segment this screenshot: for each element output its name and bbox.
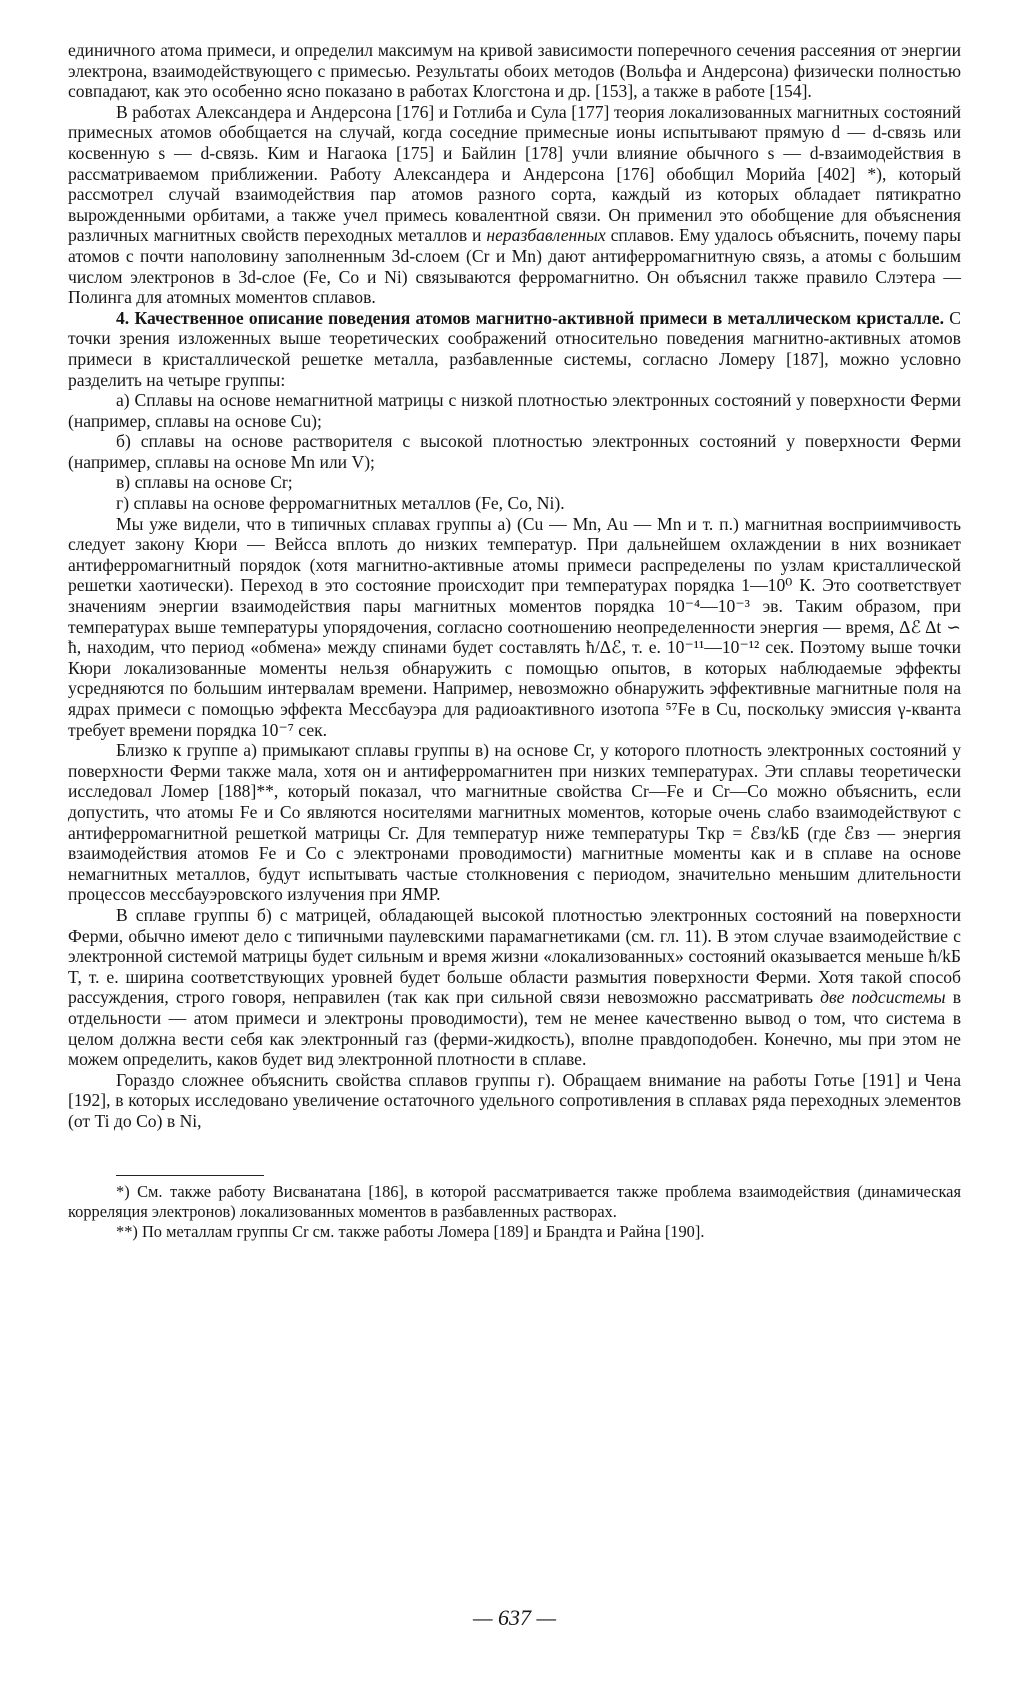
paragraph-2-text: В работах Александера и Андерсона [176] и Готлиба и Сула [177] теория локализованных магнитных состояний примесных атомов обобщается на случай, когда соседние примесные ионы испытывают прямую d — d-связь или косвенную s — d-связь. Ким и Нагаока [175] и Байлин [178] учли влияние обычного s — d-взаимодействия в рассматриваемом приближении. Работу Александера и Андерсона [176] обобщил Морийа [402] *), который рассмотрел случай взаимодействия пар атомов разного сорта, каждый из которых обладает пятикратно вырожденными орбитами, а также учел примесь ковалентной связи. Он применил это обобщение для объяснения различных магнитных свойств переходных металлов и [68,101,961,246]
paragraph-2-tail: сплавов. Ему удалось объяснить, почему пары атомов с почти наполовину заполненным 3d-слоем (Cr и Mn) дают антиферромагнитную связь, а атомы с большим числом электронов в 3d-слое (Fe, Co и Ni) связываются ферромагнитно. Он объяснил также правило Слэтера — Полинга для атомных моментов сплавов. [68,225,962,308]
paragraph-3-text: С точки зрения изложенных выше теоретических соображений относительно поведения магнитно-активных атомов примеси в кристаллической решетке металла, разбавленные системы, согласно Ломеру [187], можно условно разделить на четыре группы: [68,307,961,390]
list-item-b: б) сплавы на основе растворителя с высокой плотностью электронных состояний у поверхности Ферми (например, сплавы на основе Mn или V); [68,431,961,472]
paragraph-6 [68,905,961,1070]
paragraph-4: Мы уже видели, что в типичных сплавах группы а) (Cu — Mn, Au — Mn и т. п.) магнитная восприимчивость следует закону Кюри — Вейсса вплоть до низких температур. При дальнейшем охлаждении в них возникает антиферромагнитный порядок (хотя магнитно-активные атомы примеси распределены по узлам кристаллической решетки хаотически). Переход в это состояние происходит при температурах порядка 1—10⁰ К. Это соответствует значениям энергии взаимодействия пары магнитных моментов порядка 10⁻⁴—10⁻³ эв. Таким образом, при температурах выше температуры упорядочения, согласно соотношению неопределенности энергия — время, Δℰ Δt ∽ ħ, находим, что период «обмена» между спинами будет составлять ħ/Δℰ, т. е. 10⁻¹¹—10⁻¹² сек. Поэтому выше точки Кюри локализованные моменты нельзя обнаружить с помощью опытов, в которых наблюдаемые эффекты усредняются по большим интервалам времени. Например, невозможно обнаружить эффективные магнитные поля на ядрах примеси с помощью эффекта Мессбауэра для радиоактивного изотопа ⁵⁷Fe в Cu, поскольку эмиссия γ-кванта требует времени порядка 10⁻⁷ сек. [68,513,961,740]
paragraph-6-text: В сплаве группы б) с матрицей, обладающей высокой плотностью электронных состояний на поверхности Ферми, обычно имеют дело с типичными паулевскими парамагнетиками (см. гл. 11). В этом случае взаимодействие с электронной системой матрицы будет сильным и время жизни «локализованных» состояний оказывается меньше ħ/kБ T, т. е. ширина соответствующих уровней будет больше области размытия поверхности Ферми. Хотя такой способ рассуждения, строго говоря, неправилен (так как при сильной связи невозможно рассматривать [68,904,961,1008]
paragraph-3 [68,308,961,390]
paragraph-2 [68,102,961,308]
footnote-2: **) По металлам группы Cr см. также работы Ломера [189] и Брандта и Райна [190]. [116,1221,705,1241]
list-item-a: а) Сплавы на основе немагнитной матрицы с низкой плотностью электронных состояний у поверхности Ферми (например, сплавы на основе Cu); [68,390,961,431]
paragraph-2-italic: неразбавленных [486,225,606,246]
list-item-d: г) сплавы на основе ферромагнитных металлов (Fe, Co, Ni). [116,493,565,514]
footnotes [68,1175,961,1241]
footnote-1: *) См. также работу Висванатана [186], в которой рассматривается также проблема взаимодействия (динамическая корреляция электронов) локализованных моментов в разбавленных растворах. [68,1182,961,1222]
section-heading: 4. Качественное описание поведения атомов магнитно-активной примеси в металлическом кристалле. [116,307,944,328]
footnote-divider [116,1175,264,1176]
main-text [68,40,961,1131]
paragraph-5: Близко к группе а) примыкают сплавы группы в) на основе Cr, у которого плотность электронных состояний у поверхности Ферми также мала, хотя он и антиферромагнитен при низких температурах. Эти сплавы теоретически исследовал Ломер [188]**, который показал, что магнитные свойства Cr—Fe и Cr—Co можно объяснить, если допустить, что атомы Fe и Co являются носителями магнитных моментов, которые очень слабо взаимодействуют с антиферромагнитной решеткой матрицы Cr. Для температур ниже температуры Tкр = ℰвз/kБ (где ℰвз — энергия взаимодействия атомов Fe и Co с электронами проводимости) магнитные моменты как и в сплаве на основе немагнитных металлов, будут испытывать частые столкновения с периодом, значительно меньшим длительности процессов мессбауэровского излучения при ЯМР. [68,740,961,905]
paragraph-1: единичного атома примеси, и определил максимум на кривой зависимости поперечного сечения рассеяния от энергии электрона, взаимодействующего с примесью. Результаты обоих методов (Вольфа и Андерсона) физически полностью совпадают, как это особенно ясно показано в работах Клогстона и др. [153], а также в работе [154]. [68,40,961,102]
paragraph-7: Гораздо сложнее объяснить свойства сплавов группы г). Обращаем внимание на работы Готье [191] и Чена [192], в которых исследовано увеличение остаточного удельного сопротивления в сплавах ряда переходных элементов (от Ti до Co) в Ni, [68,1069,961,1131]
page-number: — 637 — [472,1605,557,1630]
list-item-c: в) сплавы на основе Cr; [116,472,293,493]
paragraph-6-tail: в отдельности — атом примеси и электроны проводимости), тем не менее качественно вывод о том, что система в целом должна вести себя как электронный газ (ферми-жидкость), вполне правдоподобен. Конечно, мы при этом не можем определить, каков будет вид электронной плотности в сплаве. [68,987,961,1070]
paragraph-6-italic: две подсистемы [820,987,946,1008]
